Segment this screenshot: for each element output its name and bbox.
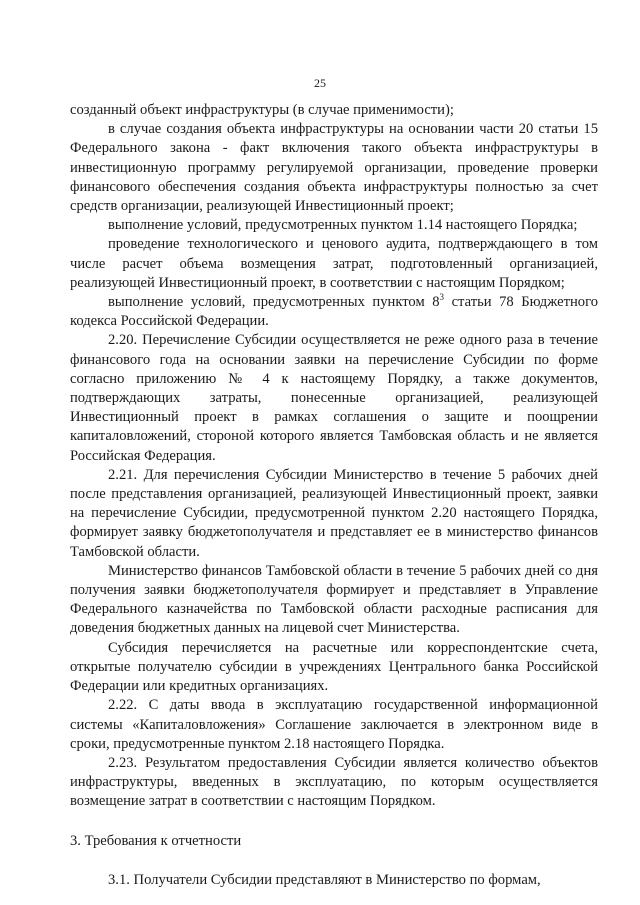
document-body	[70, 101, 598, 890]
page-number: 25	[314, 76, 326, 90]
superscript: 3	[439, 292, 445, 303]
paragraph	[70, 293, 598, 331]
paragraph: выполнение условий, предусмотренных пунктом 1.14 настоящего Порядка;	[108, 217, 578, 234]
paragraph: 2.20. Перечисление Субсидии осуществляется не реже одного раза в течение финансового года на основании заявки на перечисление Субсидии по форме согласно приложению № 4 к настоящему Порядку, а также документов, подтверждающих затраты, понесенные организацией, реализующей Инвестиционный проект в рамках соглашения о защите и поощрении капиталовложений, стороной которого является Тамбовская область и не является Российская Федерация.	[70, 332, 598, 464]
paragraph: 2.21. Для перечисления Субсидии Министерство в течение 5 рабочих дней после представления организацией, реализующей Инвестиционный проект, заявки на перечисление Субсидии, предусмотренной пунктом 2.20 настоящего Порядка, формирует заявку бюджетополучателя и представляет ее в министерство финансов Тамбовской области.	[70, 466, 598, 560]
paragraph: Министерство финансов Тамбовской области в течение 5 рабочих дней со дня получения заявки бюджетополучателя формирует и представляет в Управление Федерального казначейства по Тамбовской области расходные расписания для доведения бюджетных данных на лицевой счет Министерства.	[70, 562, 598, 637]
paragraph-text: выполнение условий, предусмотренных пунктом 8	[108, 294, 440, 311]
paragraph: 2.23. Результатом предоставления Субсидии является количество объектов инфраструктуры, введенных в эксплуатацию, по которым осуществляется возмещение затрат в соответствии с настоящим Порядком.	[70, 754, 598, 810]
paragraph: проведение технологического и ценового аудита, подтверждающего в том числе расчет объема возмещения затрат, подготовленный организацией, реализующей Инвестиционный проект, в соответствии с настоящим Порядком;	[70, 236, 598, 291]
paragraph: 2.22. С даты ввода в эксплуатацию государственной информационной системы «Капиталовложения» Соглашение заключается в электронном виде в сроки, предусмотренные пунктом 2.18 настоящего Порядка.	[70, 697, 598, 752]
section-title: 3. Требования к отчетности	[70, 832, 242, 849]
paragraph-text: статьи 78 Бюджетного кодекса Российской Федерации.	[70, 294, 598, 330]
paragraph: Субсидия перечисляется на расчетные или корреспондентские счета, открытые получателю субсидии в учреждениях Центрального банка Российской Федерации или кредитных организациях.	[70, 639, 598, 695]
paragraph: в случае создания объекта инфраструктуры на основании части 20 статьи 15 Федерального закона - факт включения такого объекта инфраструктуры в инвестиционную программу регулируемой организации, проведение проверки финансового обеспечения создания объекта инфраструктуры полностью за счет средств организации, реализующей Инвестиционный проект;	[70, 121, 598, 215]
paragraph: 3.1. Получатели Субсидии представляют в Министерство по формам,	[108, 871, 541, 888]
paragraph: созданный объект инфраструктуры (в случае применимости);	[70, 102, 454, 118]
